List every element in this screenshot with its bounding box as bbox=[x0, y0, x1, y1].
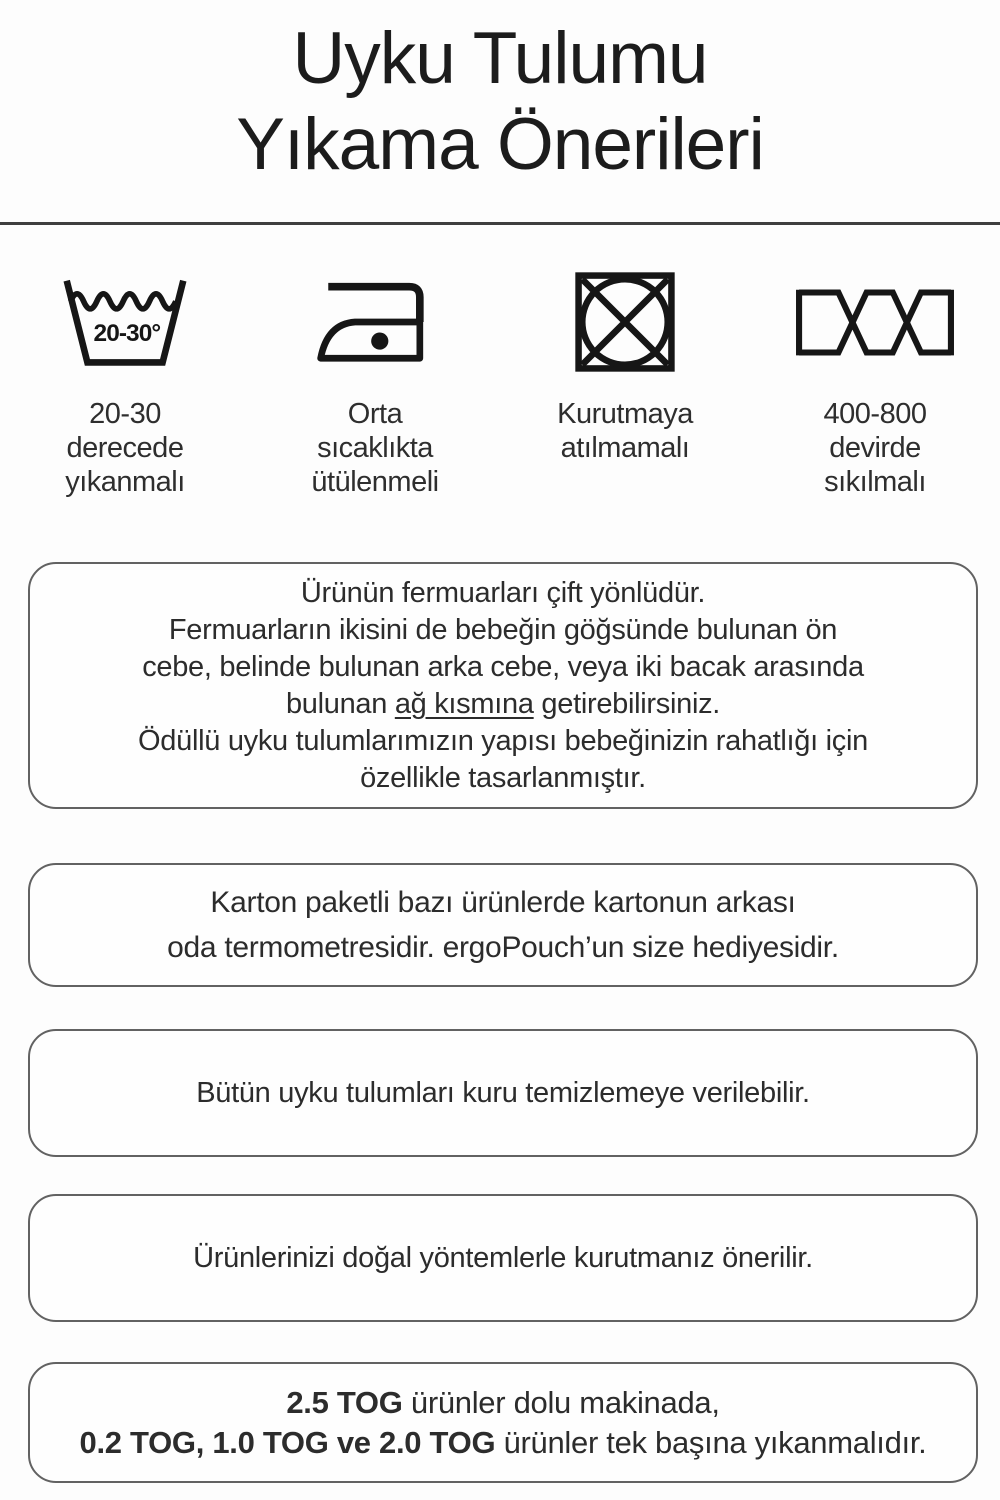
wash-caption bbox=[65, 397, 185, 499]
zipper-text-segment: bulunan bbox=[285, 687, 395, 720]
wash-instruction bbox=[0, 269, 250, 499]
tumble-dry-instruction bbox=[500, 269, 750, 499]
wring-icon bbox=[795, 269, 955, 375]
tumble-caption-line: atılmamalı bbox=[560, 432, 690, 464]
tog-text-segment: ürünler dolu makinada, bbox=[402, 1384, 720, 1420]
zipper-text-line: Ödüllü uyku tulumlarımızın yapısı bebeğinizin rahatlığı için bbox=[138, 724, 868, 757]
tumble-dry-caption bbox=[557, 397, 693, 465]
tog-text-line bbox=[80, 1423, 927, 1463]
tumble-caption-line: Kurutmaya bbox=[557, 398, 693, 430]
iron-caption bbox=[311, 397, 438, 499]
zipper-text-line bbox=[286, 686, 720, 723]
wash-temperature-icon bbox=[59, 269, 191, 375]
wash-caption-line: yıkanmalı bbox=[65, 466, 185, 498]
thermometer-info-box bbox=[28, 863, 978, 987]
title-divider bbox=[0, 222, 1000, 225]
iron-icon bbox=[313, 269, 437, 375]
tog-washing-info-box bbox=[28, 1362, 978, 1483]
page-title-line2: Yıkama Önerileri bbox=[236, 104, 764, 185]
iron-caption-line: Orta bbox=[347, 398, 403, 430]
natural-drying-info-box bbox=[28, 1194, 978, 1322]
thermometer-text-line: Karton paketli bazı ürünlerde kartonun arkası bbox=[210, 886, 796, 919]
wring-caption-line: devirde bbox=[829, 432, 921, 464]
zipper-text-line: cebe, belinde bulunan arka cebe, veya iki bacak arasında bbox=[142, 650, 864, 683]
zipper-text-line: Ürünün fermuarları çift yönlüdür. bbox=[300, 576, 706, 609]
zipper-text-line: özellikle tasarlanmıştır. bbox=[360, 761, 646, 794]
dry-cleaning-info-box bbox=[28, 1029, 978, 1157]
zipper-info-box bbox=[28, 562, 978, 809]
thermometer-text-line: oda termometresidir. ergoPouch’un size hediyesidir. bbox=[167, 931, 839, 964]
iron-caption-line: sıcaklıkta bbox=[317, 432, 433, 464]
page-title bbox=[0, 0, 1000, 188]
do-not-tumble-dry-icon bbox=[573, 269, 677, 375]
wash-caption-line: derecede bbox=[66, 432, 184, 464]
wring-caption-line: 400-800 bbox=[823, 398, 927, 430]
tog-text-segment: ürünler tek başına yıkanmalıdır. bbox=[495, 1424, 927, 1460]
care-icons-row bbox=[0, 269, 1000, 499]
wash-caption-line: 20-30 bbox=[89, 398, 161, 430]
zipper-text-segment: getirebilirsiniz. bbox=[533, 687, 721, 720]
zipper-text-line: Fermuarların ikisini de bebeğin göğsünde bulunan ön bbox=[168, 613, 838, 646]
wring-caption bbox=[824, 397, 927, 499]
page-title-line1: Uyku Tulumu bbox=[292, 18, 708, 99]
tog-text-line bbox=[286, 1383, 719, 1423]
dry-cleaning-text-line: Bütün uyku tulumları kuru temizlemeye verilebilir. bbox=[196, 1076, 810, 1109]
wash-temperature-label: 20-30° bbox=[93, 319, 161, 347]
tog-bold-segment: 0.2 TOG, 1.0 TOG ve 2.0 TOG bbox=[79, 1424, 496, 1460]
zipper-underlined-text: ağ kısmına bbox=[394, 687, 534, 720]
wring-instruction bbox=[750, 269, 1000, 499]
iron-instruction bbox=[250, 269, 500, 499]
tog-bold-segment: 2.5 TOG bbox=[286, 1384, 403, 1420]
iron-caption-line: ütülenmeli bbox=[311, 466, 439, 498]
wring-caption-line: sıkılmalı bbox=[824, 466, 926, 498]
natural-drying-text-line: Ürünlerinizi doğal yöntemlerle kurutmanız önerilir. bbox=[193, 1241, 813, 1274]
